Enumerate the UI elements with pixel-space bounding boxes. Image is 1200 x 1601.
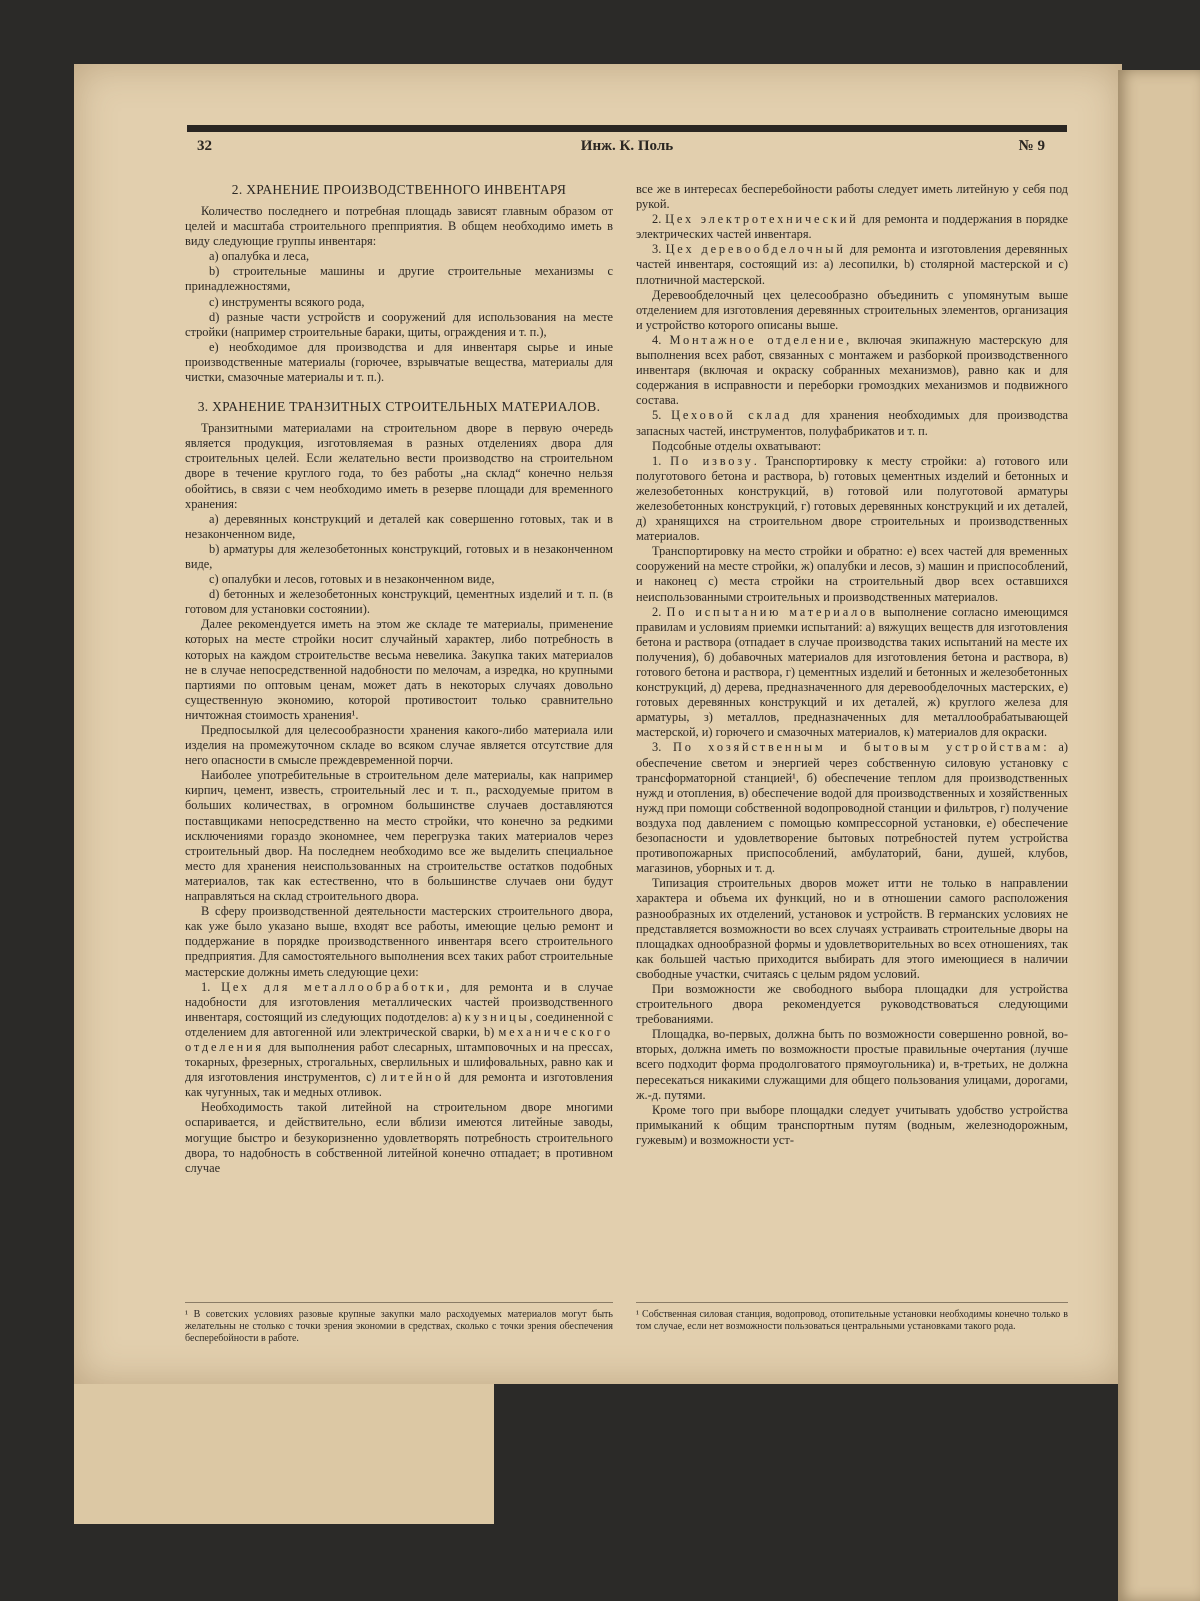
spaced-term: механического отделения [185,1024,613,1054]
torn-page-corner [74,1384,494,1524]
list-item: d) бетонных и железобетонных конструкций, цементных изделий и т. п. (в готовом для установки состоянии). [185,587,613,617]
store-department [636,408,1068,438]
paragraph: Подсобные отделы охватывают: [652,438,822,453]
text-run: 5. [652,408,672,423]
text-run: для ремонта и изготовления как чугунных, так и медных отливок. [185,1070,613,1100]
text-run: . Транспортировку к месту стройки: а) готового или полуготового бетона и раствора, b) готовых цементных изделий и бетонных и железобетонных конструкций, в) готовой или полуготовой арматуры железобетонных конструкций, г) готовых деревянных конструкций и их деталей, д) хранящихся на строительном дворе строительных и производственных материалов. [636,453,1069,544]
left-column [185,182,613,1176]
section-2-title: 2. ХРАНЕНИЕ ПРОИЗВОДСТВЕННОГО ИНВЕНТАРЯ [231,182,567,197]
text-run: 3. [652,740,674,755]
header-rule [187,125,1067,132]
wood-workshop [636,242,1068,287]
testing-section [636,605,1068,741]
right-footnote-block [636,1290,1068,1333]
spaced-term: Цех деревообделочный [665,242,846,257]
list-item: с) опалубки и лесов, готовых и в незаконченном виде, [209,572,495,587]
text-run: 3. [652,242,666,257]
text-run: 1. [201,979,222,994]
text-run: , соединенной с отделением для автогенной или электрической сварки, b) [185,1009,613,1039]
right-column [636,182,1068,1148]
text-run: 4. [652,332,670,347]
paragraph: Деревообделочный цех целесообразно объединить с упомянутым выше отделением для изготовления деревянных строительных элементов, организация и устройство которого описаны выше. [636,287,1068,332]
spaced-term: По испытанию материалов [666,604,878,619]
list-item: b) арматуры для железобетонных конструкций, готовых и в незаконченном виде, [185,541,613,571]
section-3-intro: Транзитными материалами на строительном дворе в первую очередь является продукция, изготовляемая в разных отделениях двора для строительных целей. Если желательно вести производство на строительном дворе в течение круглого года, то без работы „на склад“ конечно нельзя обойтись, в связи с чем необходимо иметь в резерве площади для временного хранения: [185,421,613,511]
text-run: , включая экипажную мастерскую для выполнения всех работ, связанных с монтажем и разборкой производственного инвентаря (включая и окраску собранных механизмов), равно как и для содержания в исправности и переборки громоздких механизмов и подвижного состава. [636,332,1069,408]
footnote-rule [636,1302,1068,1303]
metal-workshop-paragraph [185,980,613,1101]
list-item: а) деревянных конструкций и деталей как совершенно готовых, так и в незаконченном виде, [185,511,613,541]
issue-number: № 9 [1018,138,1045,154]
text-run: 2. [652,604,667,619]
text-run: для ремонта и изготовления деревянных частей инвентаря, состоящий из: а) лесопилки, b) столярной мастерской и с) плотничной мастерской. [636,242,1068,287]
spaced-term: Цех для металлообработки [221,979,447,994]
text-run: для выполнения работ слесарных, штамповочных и на прессах, токарных, фрезерных, строгальных, сверлильных и шлифовальных, равно как и для изготовления инструментов, с) [185,1039,613,1085]
spaced-term: Цеховой склад [671,408,792,423]
list-item: b) строительные машины и другие строительные механизмы с принадлежностями, [185,264,613,294]
spaced-term: кузницы [464,1009,530,1024]
paragraph: В сферу производственной деятельности мастерских строительного двора, как уже было указано выше, входят все работы, имеющие целью ремонт и поддержание в порядке производственного инвентаря всего строительного предприятия. Для самостоятельного выполнения всех таких работ строительные мастерские должны иметь следующие цехи: [185,904,613,979]
paragraph: Далее рекомендуется иметь на этом же складе те материалы, применение которых на месте стройки носит случайный характер, либо потребность в которых на каждом строительстве весьма невелика. Закупка таких материалов не в случае непосредственной надобности по мелочам, а изредка, но крупными партиями по оптовым ценам, может дать в некоторых случаях довольно существенную экономию, которой противостоит только сравнительно ничтожная стоимость хранения¹. [185,617,613,722]
list-item: с) инструменты всякого рода, [209,294,365,309]
spaced-term: Цех электротехнический [665,212,859,227]
section-3-title: 3. ХРАНЕНИЕ ТРАНЗИТНЫХ СТРОИТЕЛЬНЫХ МАТЕРИАЛОВ. [197,399,601,415]
paragraph: Площадка, во-первых, должна быть по возможности совершенно ровной, во-вторых, должна иметь по возможности простые правильные очертания (лучше всего подходит форма продолговатого прямоугольника) и, в-третьих, не должна пересекаться никакими служащими для общего пользования улицами, дорогами, ж.-д. путями. [636,1027,1068,1102]
paragraph: все же в интересах бесперебойности работы следует иметь литейную у себя под рукой. [636,182,1068,212]
paragraph: Кроме того при выборе площадки следует учитывать удобство устройства примыканий к общим транспортным путям (водным, железнодорожным, гужевым) и возможности уст- [636,1102,1068,1147]
section-2-intro: Количество последнего и потребная площадь зависят главным образом от целей и масштаба строительного препприятия. В общем необходимо иметь в виду следующие группы инвентаря: [185,204,613,249]
text-run: для хранения необходимых для производства запасных частей, инструментов, полуфабрикатов и т. п. [636,408,1069,438]
paragraph: При возможности же свободного выбора площадки для устройства строительного двора рекомендуется руководствоваться следующими требованиями. [636,981,1068,1027]
transport-section [636,454,1068,545]
running-head-author: Инж. К. Поль [580,138,674,154]
text-run: для ремонта и поддержания в порядке электрических частей инвентаря. [636,212,1068,242]
electro-workshop [636,212,1068,242]
spaced-term: литейной [381,1070,454,1085]
household-section [636,740,1068,876]
list-item: е) необходимое для производства и для инвентаря сырье и иные производственные материалы (горючее, взрывчатые вещества, материалы для чистки, смазочные материалы и т. п.). [185,339,613,385]
text-run: : а) обеспечение светом и энергией через собственную силовую установку с трансформаторной станцией¹, б) обеспечение теплом для производственных нужд и отопления, в) обеспечение водой для производственных и хозяйственных нужд при помощи собственной водопроводной станции и фильтров, г) получение воздуха под давлением с помощью компрессорной установки, е) обеспечение безопасности и удовлетворение бытовых потребностей путем устройства противопожарных приспособлений, амбулаторий, бани, душей, клубов, магазинов, уборных и т. д. [636,740,1068,876]
running-head [187,138,1067,160]
footnote: ¹ Собственная силовая станция, водопровод, отопительные установки необходимы конечно только в том случае, если нет возможности пользоваться центральными установками такого рода. [636,1309,1068,1332]
footnote: ¹ В советских условиях разовые крупные закупки мало расходуемых материалов могут быть желательны не столько с точки зрения экономии в средствах, сколько с точки зрения обеспечения бесперебойности в работе. [185,1309,613,1344]
facing-page-edge [1118,70,1200,1601]
list-item: d) разные части устройств и сооружений для использования на месте стройки (например строительные бараки, щиты, ограждения и т. п.), [185,309,613,339]
paragraph: Предпосылкой для целесообразности хранения какого-либо материала или изделия на промежуточном складе во всяком случае является отсутствие для него опасности в смысле преждевременной порчи. [185,723,613,768]
list-item: а) опалубка и леса, [209,249,310,264]
text-run: 2. [652,212,666,227]
paragraph: Транспортировку на место стройки и обратно: е) всех частей для временных сооружений на месте стройки, ж) опалубки и лесов, з) машин и приспособлений, и наконец с) места стройки на строительный двор всех оставшихся неиспользованными строительных и производственных материалов. [636,544,1068,604]
spaced-term: По извозу [670,453,754,468]
paragraph: Типизация строительных дворов может итти не только в направлении характера и объема их функций, но и в отношении самого расположения разнообразных их отделений, установок и устройств. В германских условиях не представляется возможности во всех случаях устраивать строительные дворы на площадках однообразной формы и удовлетворительных во всех отношениях, так как большей частью приходится выбирать для этого имеющиеся в наличии свободные участки, считаясь с целым рядом условий. [636,876,1068,981]
spaced-term: По хозяйственным и бытовым устройствам [673,740,1044,755]
paragraph: Наиболее употребительные в строительном деле материалы, как например кирпич, цемент, известь, строительный лес и т. п., расходуемые притом в больших количествах, в огромном большинстве случаев доставляются поставщиками непосредственно на место стройки, что конечно за редкими исключениями гораздо экономнее, чем перегрузка таких материалов через строительный двор. На последнем необходимо все же выделить специальное место для хранения неиспользованных на строительстве остатков подобных материалов, так как естественно, что в большинстве случаев они будут направляться на склад строительного двора. [185,768,613,904]
page-number: 32 [197,138,212,154]
footnote-rule [185,1302,613,1303]
spaced-term: Монтажное отделение [669,332,847,347]
left-footnote-block [185,1290,613,1345]
text-run: выполнение согласно имеющимся правилам и условиям приемки испытаний: а) вяжущих веществ для изготовления бетона и раствора (отпадает в случае производства таких испытаний на месте их получения), б) добавочных материалов для изготовления бетона и раствора, в) готового бетона и раствора, г) цементных изделий и бетонных и железобетонных конструкций, д) дерева, предназначенного для деревообделочных мастерских, е) готовых деревянных конструкций и их деталей, ж) круглого железа для арматуры, з) металлов, предназначенных для металлообрабатывающей мастерской, и) горючего и смазочных материалов, к) материалов для окраски. [636,604,1068,740]
text-run: 1. [652,453,671,468]
mount-department [636,333,1068,408]
paragraph: Необходимость такой литейной на строительном дворе многими оспаривается, и действительно, если вблизи имеются литейные заводы, могущие быстро и безукоризненно удовлетворять потребность строительного двора, то надобность в собственной литейной конечно отпадает; в противном случае [185,1100,613,1175]
text-run: , для ремонта и в случае надобности для изготовления металлических частей производственного инвентаря, состоящий из следующих подотделов: а) [185,979,614,1024]
